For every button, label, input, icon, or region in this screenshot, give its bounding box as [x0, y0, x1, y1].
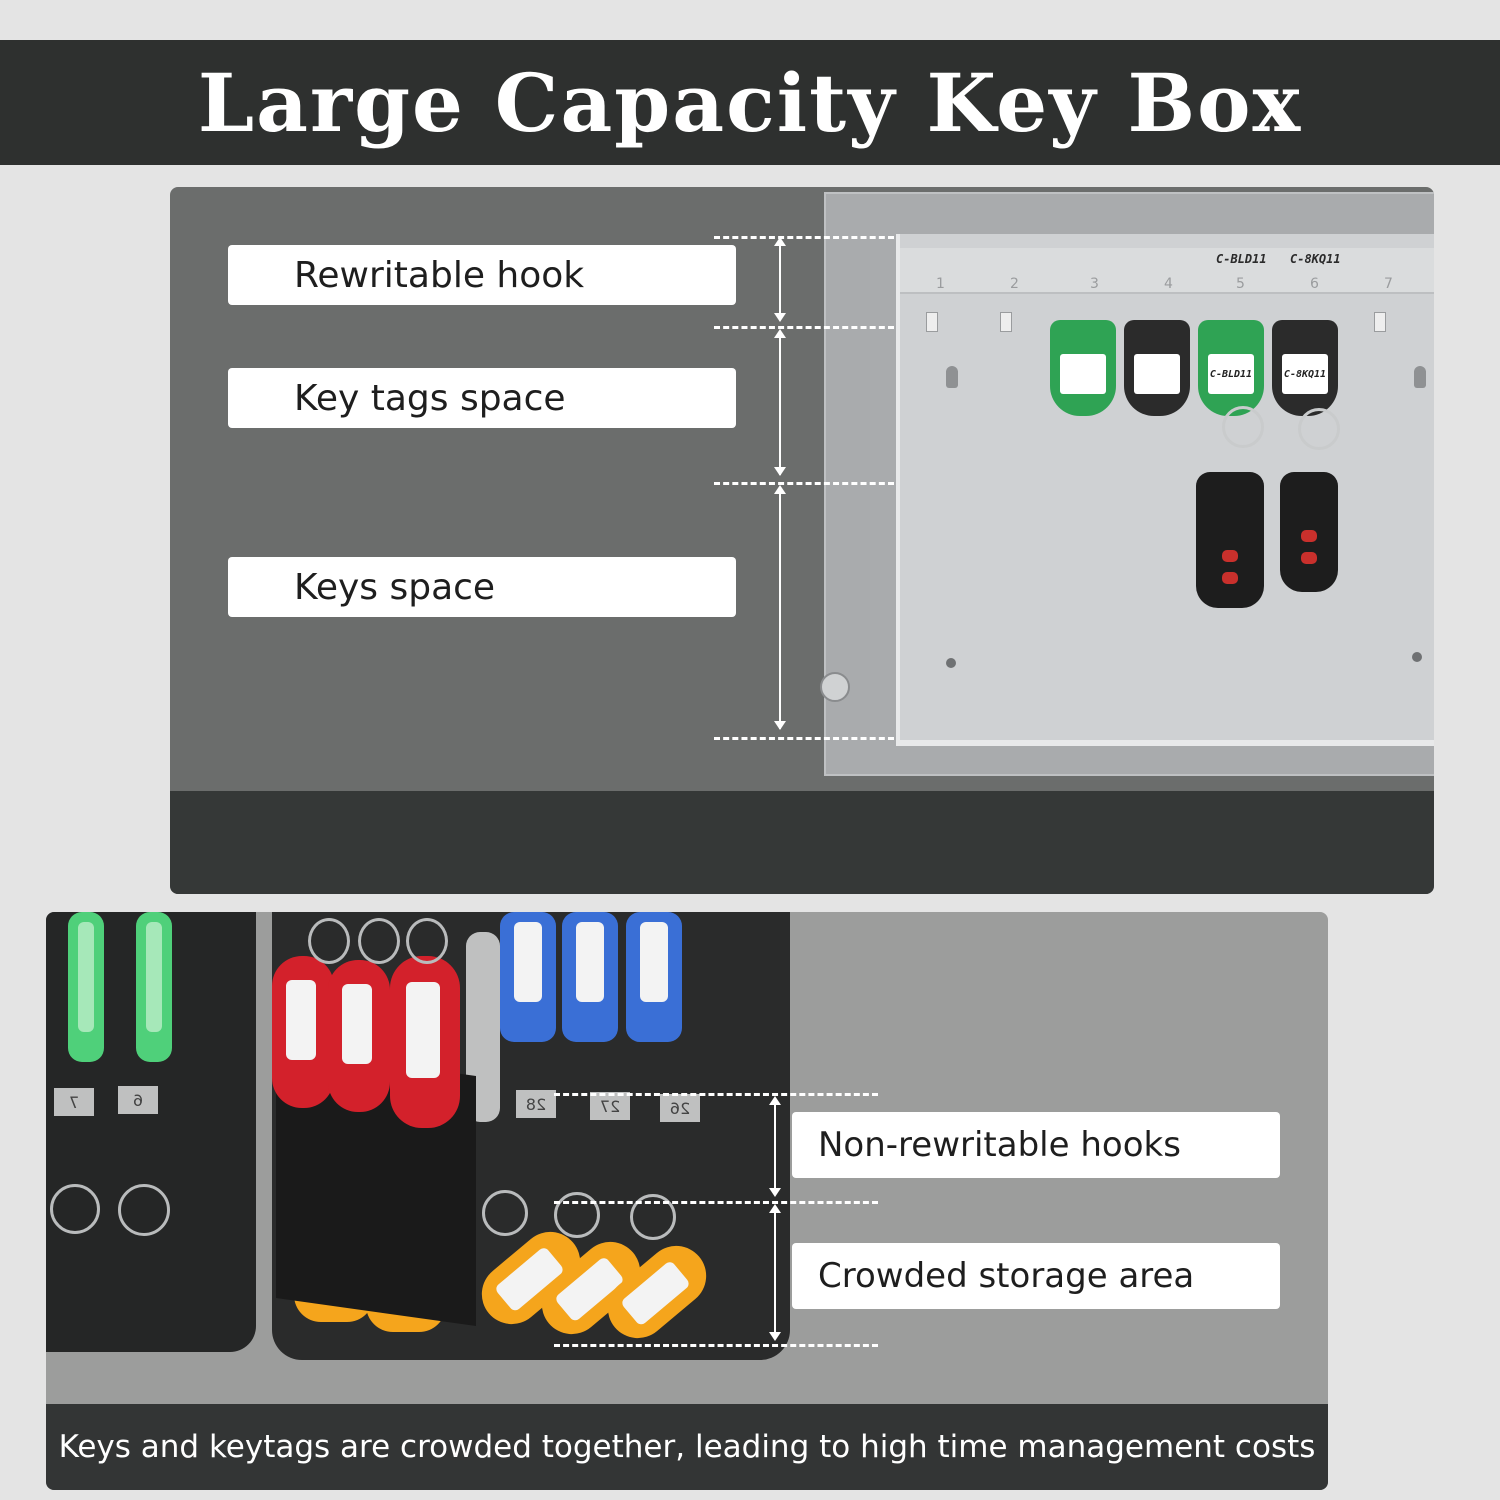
fob-button — [1222, 572, 1238, 584]
dimension-line — [554, 1344, 878, 1347]
lock-icon — [820, 672, 850, 702]
arrow-down-icon — [769, 1188, 781, 1197]
key-tag-green — [136, 912, 172, 1062]
dimension-line — [554, 1201, 878, 1204]
strip-label: C-BLD11 — [1216, 252, 1267, 266]
hook — [1000, 312, 1012, 332]
key-tag-red — [390, 956, 460, 1128]
key-ring — [1298, 408, 1340, 450]
mounting-keyhole — [1414, 366, 1426, 388]
number-plate: 6 — [118, 1086, 158, 1114]
top-panel-footer-band — [170, 791, 1434, 894]
key-ring — [406, 918, 448, 964]
key-ring — [50, 1184, 100, 1234]
tag-label: C-8KQ11 — [1282, 354, 1328, 394]
label-keys-space: Keys space — [228, 557, 736, 617]
hook-number: 4 — [1164, 276, 1173, 292]
dimension-line — [714, 326, 894, 329]
tag-window — [146, 922, 162, 1032]
key-ring — [482, 1190, 528, 1236]
number-plate: 26 — [660, 1094, 700, 1122]
hook-number: 2 — [1010, 276, 1019, 292]
key-tag-green — [68, 912, 104, 1062]
tag-window — [514, 922, 542, 1002]
tag-window — [576, 922, 604, 1002]
dimension-arrow — [774, 1209, 776, 1337]
key-tag-black — [1124, 320, 1190, 416]
arrow-down-icon — [774, 467, 786, 476]
rewritable-hook-strip — [900, 248, 1434, 294]
arrow-up-icon — [769, 1204, 781, 1213]
key-tag-blue — [500, 912, 556, 1042]
number-plate: 7 — [54, 1088, 94, 1116]
key-box-illustration — [824, 192, 1434, 776]
dimension-arrow — [779, 243, 781, 319]
tag-window — [1134, 354, 1180, 394]
fob-button — [1222, 550, 1238, 562]
key-ring — [358, 918, 400, 964]
arrow-up-icon — [774, 329, 786, 338]
page-title: Large Capacity Key Box — [197, 55, 1303, 150]
hook-number: 6 — [1310, 276, 1319, 292]
dimension-line — [554, 1093, 878, 1096]
key-ring — [1222, 406, 1264, 448]
screw — [946, 658, 956, 668]
label-key-tags-space: Key tags space — [228, 368, 736, 428]
label-crowded-storage-area: Crowded storage area — [792, 1243, 1280, 1309]
dimension-line — [714, 737, 894, 740]
tag-window — [640, 922, 668, 1002]
hook-number: 7 — [1384, 276, 1393, 292]
hook-number: 5 — [1236, 276, 1245, 292]
tag-label: C-BLD11 — [1208, 354, 1254, 394]
key-tag-black — [1272, 320, 1338, 416]
title-banner — [0, 40, 1500, 165]
car-key-fob — [1196, 472, 1264, 608]
dimension-arrow — [774, 1101, 776, 1193]
arrow-down-icon — [774, 313, 786, 322]
key-tag-red — [328, 960, 390, 1112]
tag-window — [78, 922, 94, 1032]
dimension-arrow — [779, 489, 781, 729]
cabinet-left-door — [46, 912, 256, 1352]
arrow-up-icon — [774, 485, 786, 494]
key-ring — [118, 1184, 170, 1236]
dimension-arrow — [779, 333, 781, 475]
key-tag-blue — [626, 912, 682, 1042]
tag-window — [406, 982, 440, 1078]
number-plate: 28 — [516, 1090, 556, 1118]
dimension-line — [714, 236, 894, 239]
label-non-rewritable-hooks: Non-rewritable hooks — [792, 1112, 1280, 1178]
key-tag-red — [272, 956, 334, 1108]
footer-band — [46, 1404, 1328, 1490]
hook — [1374, 312, 1386, 332]
top-panel — [170, 187, 1434, 894]
bottom-panel — [46, 912, 1328, 1490]
mounting-keyhole — [946, 366, 958, 388]
tag-window — [286, 980, 316, 1060]
key-tag-green — [1050, 320, 1116, 416]
footer-caption: Keys and keytags are crowded together, leading to high time management costs — [58, 1429, 1316, 1465]
car-key-fob — [1280, 472, 1338, 592]
strip-label: C-8KQ11 — [1290, 252, 1341, 266]
tag-window — [1060, 354, 1106, 394]
fob-button — [1301, 530, 1317, 542]
key-ring — [308, 918, 350, 964]
label-rewritable-hook: Rewritable hook — [228, 245, 736, 305]
arrow-up-icon — [774, 237, 786, 246]
hook — [926, 312, 938, 332]
key-tag-blue — [562, 912, 618, 1042]
hook-number: 3 — [1090, 276, 1099, 292]
key-box-interior — [896, 234, 1434, 746]
arrow-down-icon — [769, 1332, 781, 1341]
dimension-line — [714, 482, 894, 485]
key-ring — [554, 1192, 600, 1238]
screw — [1412, 652, 1422, 662]
key-tag-green — [1198, 320, 1264, 416]
tag-window — [342, 984, 372, 1064]
arrow-up-icon — [769, 1096, 781, 1105]
number-plate: 27 — [590, 1092, 630, 1120]
hook-number: 1 — [936, 276, 945, 292]
fob-button — [1301, 552, 1317, 564]
arrow-down-icon — [774, 721, 786, 730]
